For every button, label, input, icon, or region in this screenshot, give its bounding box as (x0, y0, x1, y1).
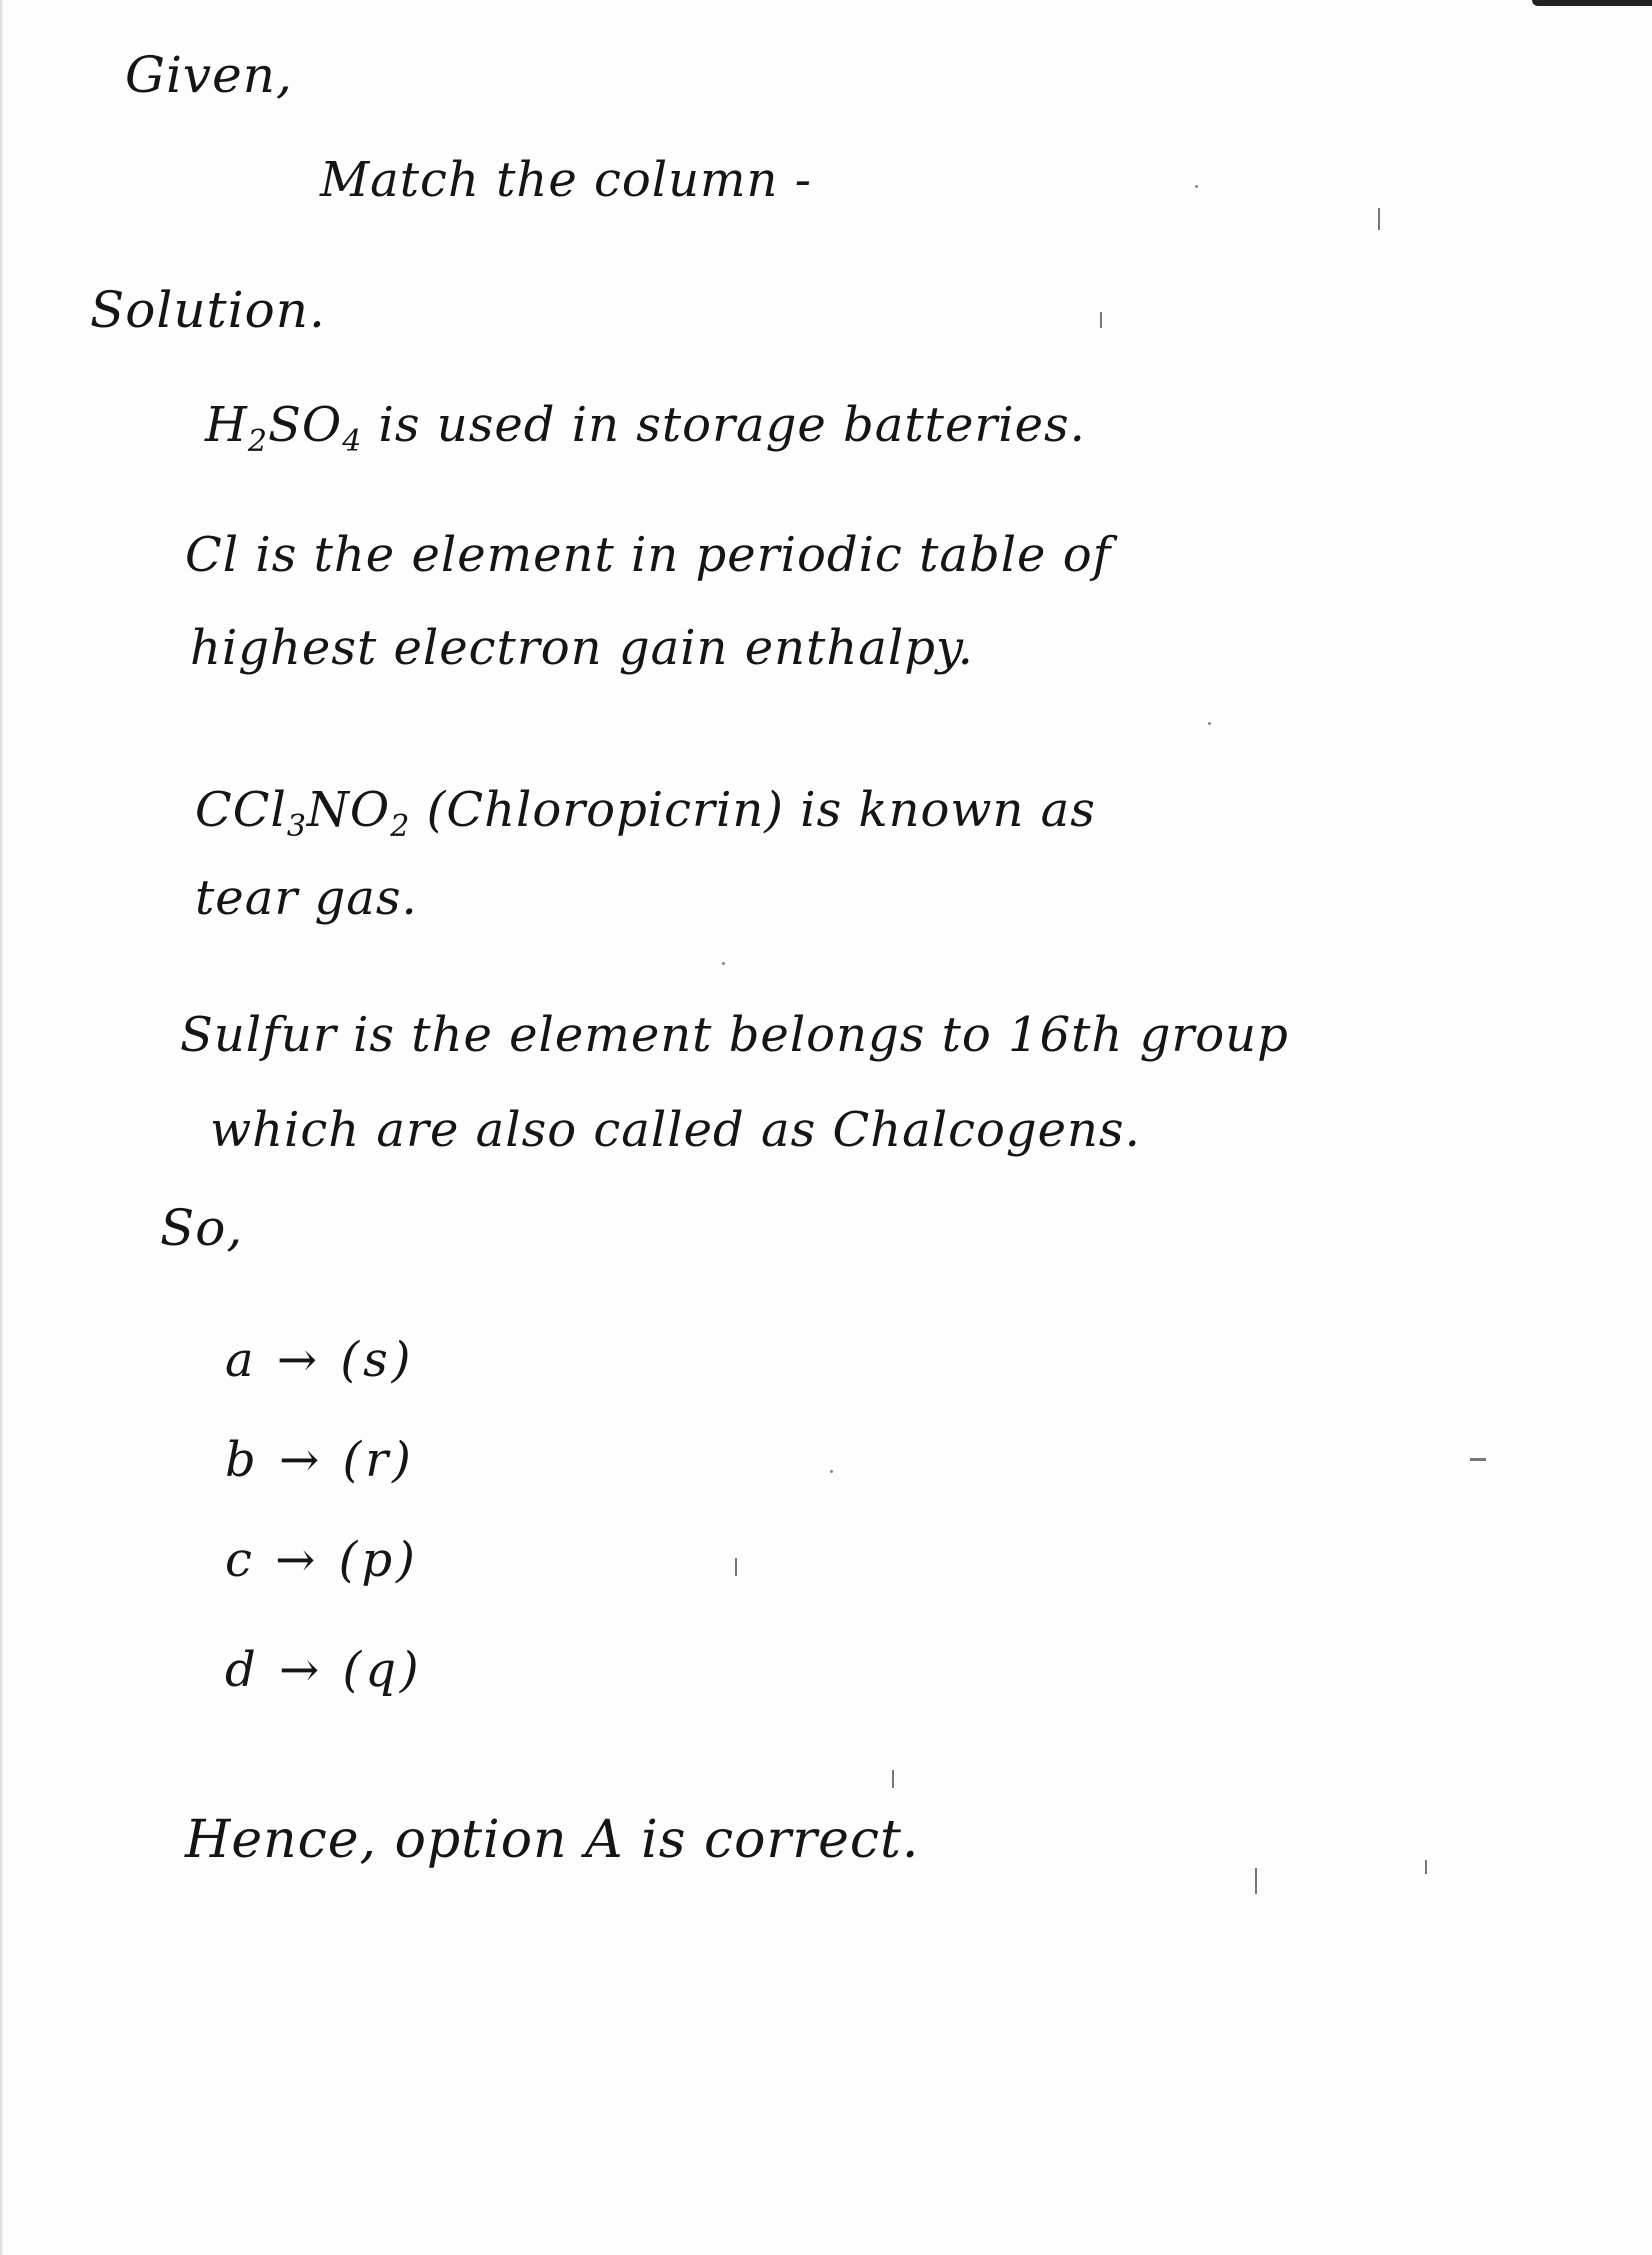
question-text: Match the column - (320, 152, 812, 208)
formula-part: H (205, 397, 248, 453)
match-a: a → (s) (225, 1332, 415, 1388)
statement-chloropicrin (195, 780, 1096, 844)
scan-speck (830, 1470, 833, 1473)
scan-speck (1378, 208, 1380, 230)
conclusion-text: Hence, option A is correct. (185, 1810, 920, 1870)
statement-sulfur-line1: Sulfur is the element belongs to 16th group (180, 1007, 1289, 1063)
formula-part: NO (306, 782, 391, 838)
statement-text: (Chloropicrin) is known as (410, 782, 1096, 838)
statement-cl-line2: highest electron gain enthalpy. (190, 620, 974, 676)
statement-tear-gas: tear gas. (195, 870, 418, 926)
scan-speck (1100, 312, 1102, 328)
scan-speck (892, 1770, 894, 1788)
match-c: c → (p) (225, 1532, 419, 1588)
so-label: So, (160, 1199, 244, 1257)
match-d: d → (q) (225, 1642, 423, 1698)
match-b: b → (r) (225, 1432, 415, 1488)
scan-speck (1470, 1458, 1486, 1461)
solution-label: Solution. (90, 281, 326, 339)
statement-text: is used in storage batteries. (362, 397, 1086, 453)
formula-subscript: 3 (286, 809, 307, 844)
scan-speck (722, 962, 725, 965)
statement-sulfur-line2: which are also called as Chalcogens. (210, 1102, 1141, 1158)
scan-speck (1208, 722, 1211, 725)
formula-subscript: 4 (342, 424, 363, 459)
scan-speck (1425, 1860, 1427, 1874)
scan-speck (1255, 1868, 1257, 1894)
statement-cl-line1: Cl is the element in periodic table of (185, 527, 1112, 583)
formula-part: SO (267, 397, 343, 453)
scan-speck (1195, 185, 1198, 188)
formula-subscript: 2 (247, 424, 268, 459)
scan-edge-top (1532, 0, 1652, 6)
statement-h2so4 (205, 395, 1086, 459)
scan-speck (735, 1558, 737, 1576)
scan-edge-left (0, 0, 4, 2255)
formula-part: CCl (195, 782, 287, 838)
given-label: Given, (125, 46, 293, 104)
formula-subscript: 2 (390, 809, 411, 844)
